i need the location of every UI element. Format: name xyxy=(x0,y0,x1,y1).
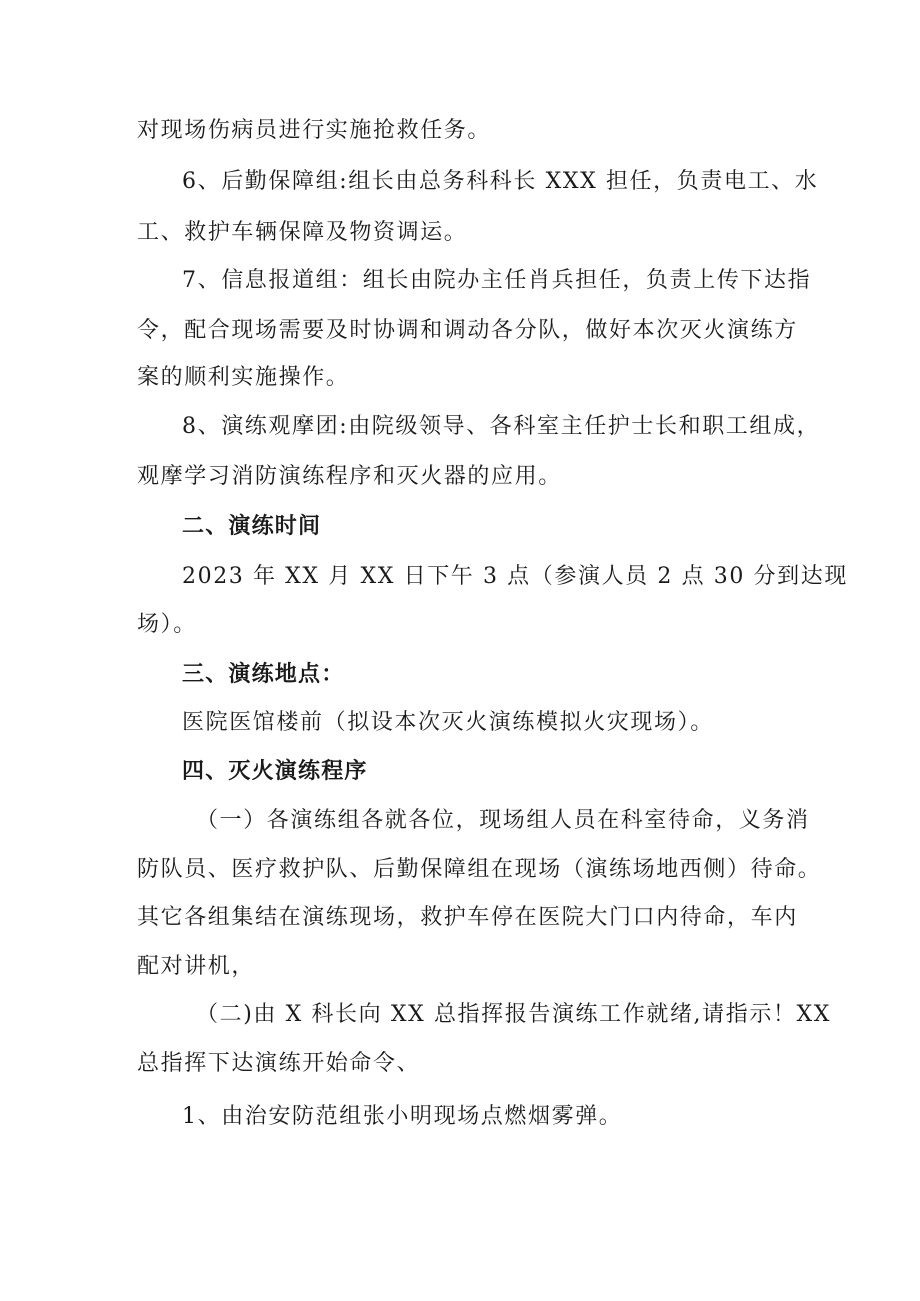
paragraph-line: 6、后勤保障组:组长由总务科科长 XXX 担任，负责电工、水 xyxy=(182,169,819,194)
section-heading-location: 三、演练地点： xyxy=(182,662,345,687)
paragraph-line: 2023 年 XX 月 XX 日下午 3 点（参演人员 2 点 30 分到达现 xyxy=(182,564,848,589)
paragraph-line: （一）各演练组各就各位，现场组人员在科室待命，义务消 xyxy=(196,808,810,833)
section-heading-procedure: 四、灭火演练程序 xyxy=(182,759,368,784)
paragraph-line: 7、信息报道组：组长由院办主任肖兵担任，负责上传下达指 xyxy=(182,268,812,293)
paragraph-line: 配对讲机， xyxy=(137,954,256,979)
paragraph-line: 防队员、医疗救护队、后勤保障组在现场（演练场地西侧）待命。 xyxy=(137,857,822,882)
paragraph-line: 观摩学习消防演练程序和灭火器的应用。 xyxy=(137,464,562,489)
paragraph-line: （二)由 X 科长向 XX 总指挥报告演练工作就绪,请指示！XX xyxy=(196,1002,832,1027)
paragraph-line: 令，配合现场需要及时协调和调动各分队，做好本次灭火演练方 xyxy=(137,318,798,343)
paragraph-line: 其它各组集结在演练现场，救护车停在医院大门口内待命，车内 xyxy=(137,905,798,930)
paragraph-line: 场）。 xyxy=(137,612,197,637)
paragraph-line: 案的顺利实施操作。 xyxy=(137,365,350,390)
paragraph-line: 8、演练观摩团:由院级领导、各科室主任护士长和职工组成， xyxy=(182,414,821,439)
paragraph-line: 1、由治安防范组张小明现场点燃烟雾弹。 xyxy=(182,1104,623,1129)
paragraph-line: 医院医馆楼前（拟设本次灭火演练模拟火灾现场）。 xyxy=(182,710,714,735)
paragraph-line: 对现场伤病员进行实施抢救任务。 xyxy=(137,118,492,143)
paragraph-line: 总指挥下达演练开始命令、 xyxy=(137,1051,421,1076)
paragraph-line: 工、救护车辆保障及物资调运。 xyxy=(137,220,468,245)
section-heading-time: 二、演练时间 xyxy=(182,514,322,539)
